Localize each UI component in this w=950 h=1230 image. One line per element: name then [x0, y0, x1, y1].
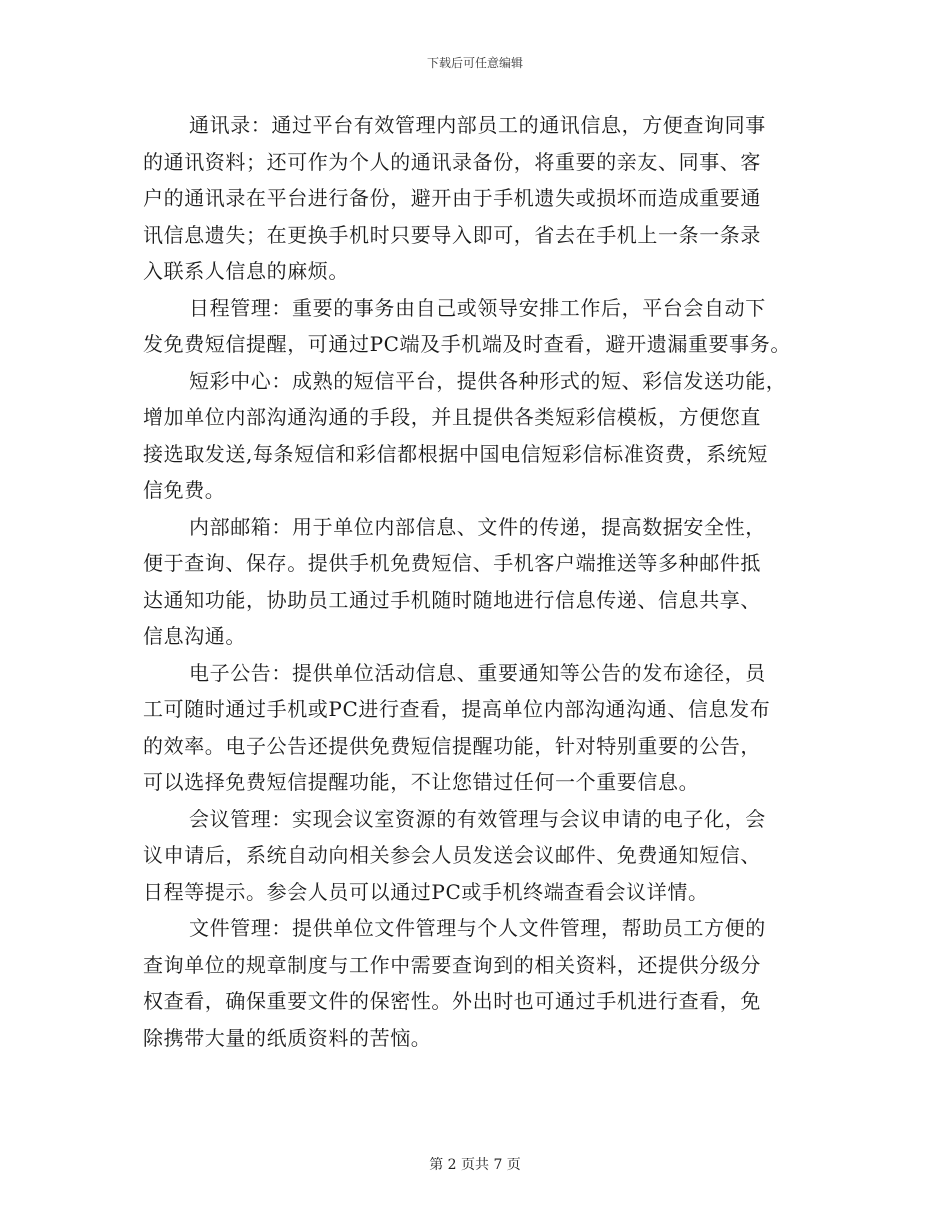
text-line: 会议管理：实现会议室资源的有效管理与会议申请的电子化，会 [189, 806, 766, 831]
text-line: 信免费。 [143, 478, 226, 502]
text-line: 可以选择免费短信提醒功能，不让您错过任何一个重要信息。 [143, 770, 700, 794]
text-line: 发免费短信提醒，可通过PC端及手机端及时查看，避开遗漏重要事务。 [143, 332, 791, 356]
text-line: 增加单位内部沟通沟通的手段，并且提供各类短彩信模板，方便您直 [143, 405, 761, 429]
document-body [143, 107, 815, 1056]
paragraph-sms-center [143, 363, 815, 509]
text-line: 的通讯资料；还可作为个人的通讯录备份，将重要的亲友、同事、客 [143, 149, 761, 174]
text-line: 除携带大量的纸质资料的苦恼。 [143, 1025, 432, 1050]
text-line: 讯信息遗失；在更换手机时只要导入即可，省去在手机上一条一条录 [143, 222, 761, 247]
text-line: 查询单位的规章制度与工作中需要查询到的相关资料，还提供分级分 [143, 952, 761, 977]
text-line: 工可随时通过手机或PC进行查看，提高单位内部沟通沟通、信息发布 [143, 697, 771, 721]
paragraph-e-announcement [143, 655, 815, 801]
paragraph-contacts [143, 107, 815, 290]
paragraph-file-management [143, 910, 815, 1056]
page-number: 第 2 页共 7 页 [429, 1157, 521, 1173]
text-line: 达通知功能，协助员工通过手机随时随地进行信息传递、信息共享、 [143, 587, 761, 612]
text-line: 电子公告：提供单位活动信息、重要通知等公告的发布途径，员 [189, 660, 766, 685]
text-line: 的效率。电子公告还提供免费短信提醒功能，针对特别重要的公告， [143, 733, 761, 758]
text-line: 短彩中心：成熟的短信平台，提供各种形式的短、彩信发送功能， [189, 368, 787, 393]
text-line: 议申请后，系统自动向相关参会人员发送会议邮件、免费通知短信、 [143, 843, 761, 867]
text-line: 接选取发送,每条短信和彩信都根据中国电信短彩信标准资费，系统短 [143, 441, 768, 466]
text-line: 入联系人信息的麻烦。 [143, 259, 349, 283]
text-line: 通讯录：通过平台有效管理内部员工的通讯信息，方便查询同事 [189, 113, 766, 137]
text-line: 内部邮箱：用于单位内部信息、文件的传递，提高数据安全性， [189, 514, 766, 539]
text-line: 日程管理：重要的事务由自己或领导安排工作后，平台会自动下 [189, 295, 766, 320]
paragraph-schedule [143, 290, 815, 363]
text-line: 户的通讯录在平台进行备份，避开由于手机遗失或损坏而造成重要通 [143, 186, 761, 210]
text-line: 权查看，确保重要文件的保密性。外出时也可通过手机进行查看，免 [143, 989, 761, 1013]
page-header: 下载后可任意编辑 [426, 56, 523, 70]
text-line: 文件管理：提供单位文件管理与个人文件管理，帮助员工方便的 [189, 916, 766, 940]
paragraph-meeting-management [143, 801, 815, 911]
text-line: 日程等提示。参会人员可以通过PC或手机终端查看会议详情。 [143, 879, 709, 904]
paragraph-internal-mailbox [143, 509, 815, 655]
text-line: 信息沟通。 [143, 624, 246, 648]
text-line: 便于查询、保存。提供手机免费短信、手机客户端推送等多种邮件抵 [143, 551, 761, 575]
